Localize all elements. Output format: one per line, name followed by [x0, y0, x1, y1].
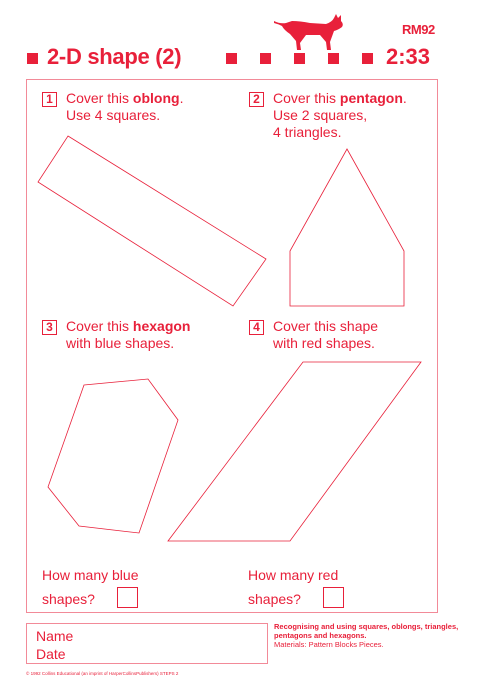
- name-label: Name: [36, 628, 74, 644]
- question-number: 4: [249, 320, 264, 335]
- sheet-code: RM92: [402, 22, 435, 37]
- question-number: 3: [42, 320, 57, 335]
- question-text-line1: Cover this: [66, 90, 133, 106]
- question-text-line1: Cover this: [66, 318, 133, 334]
- red-count-question-line2: shapes?: [248, 591, 301, 607]
- question-text-line2: Use 2 squares,: [273, 107, 368, 123]
- question-text-line2: Use 4 squares.: [66, 107, 161, 123]
- page-title: 2-D shape (2): [47, 44, 182, 69]
- oblong-outline: [38, 136, 266, 306]
- copyright-notice: © 1992 Collins Educational (an imprint of HarperCollinsPublishers) STEPS 2: [26, 671, 179, 676]
- red-count-answer-box[interactable]: [323, 587, 344, 608]
- blue-count-question-line2: shapes?: [42, 591, 95, 607]
- pentagon-outline: [290, 149, 404, 306]
- red-count-question: How many red: [248, 567, 339, 583]
- learning-objective: Recognising and using squares, oblongs, triangles, pentagons and hexagons.: [274, 622, 459, 640]
- shape-name: oblong: [132, 90, 180, 106]
- question-text-line2: with red shapes.: [273, 335, 375, 351]
- parallelogram-outline: [168, 362, 421, 541]
- blue-count-question: How many blue: [42, 567, 139, 583]
- date-label: Date: [36, 646, 66, 662]
- question-text-punct: .: [402, 90, 407, 106]
- shape-name: hexagon: [132, 318, 191, 334]
- question-text-line2: with blue shapes.: [66, 335, 175, 351]
- question-text-punct: .: [179, 90, 184, 106]
- materials-note: Materials: Pattern Blocks Pieces.: [274, 640, 384, 649]
- question-text-line1: Cover this: [273, 90, 340, 106]
- teacher-notes: [274, 622, 460, 649]
- question-number: 2: [249, 92, 264, 107]
- shape-name: pentagon: [339, 90, 403, 106]
- question-text-line3: 4 triangles.: [273, 124, 342, 140]
- blue-count-answer-box[interactable]: [117, 587, 138, 608]
- level-code: 2:33: [386, 44, 431, 69]
- question-number: 1: [42, 92, 57, 107]
- question-text-line1: Cover this shape: [273, 318, 379, 334]
- hexagon-outline: [48, 379, 178, 533]
